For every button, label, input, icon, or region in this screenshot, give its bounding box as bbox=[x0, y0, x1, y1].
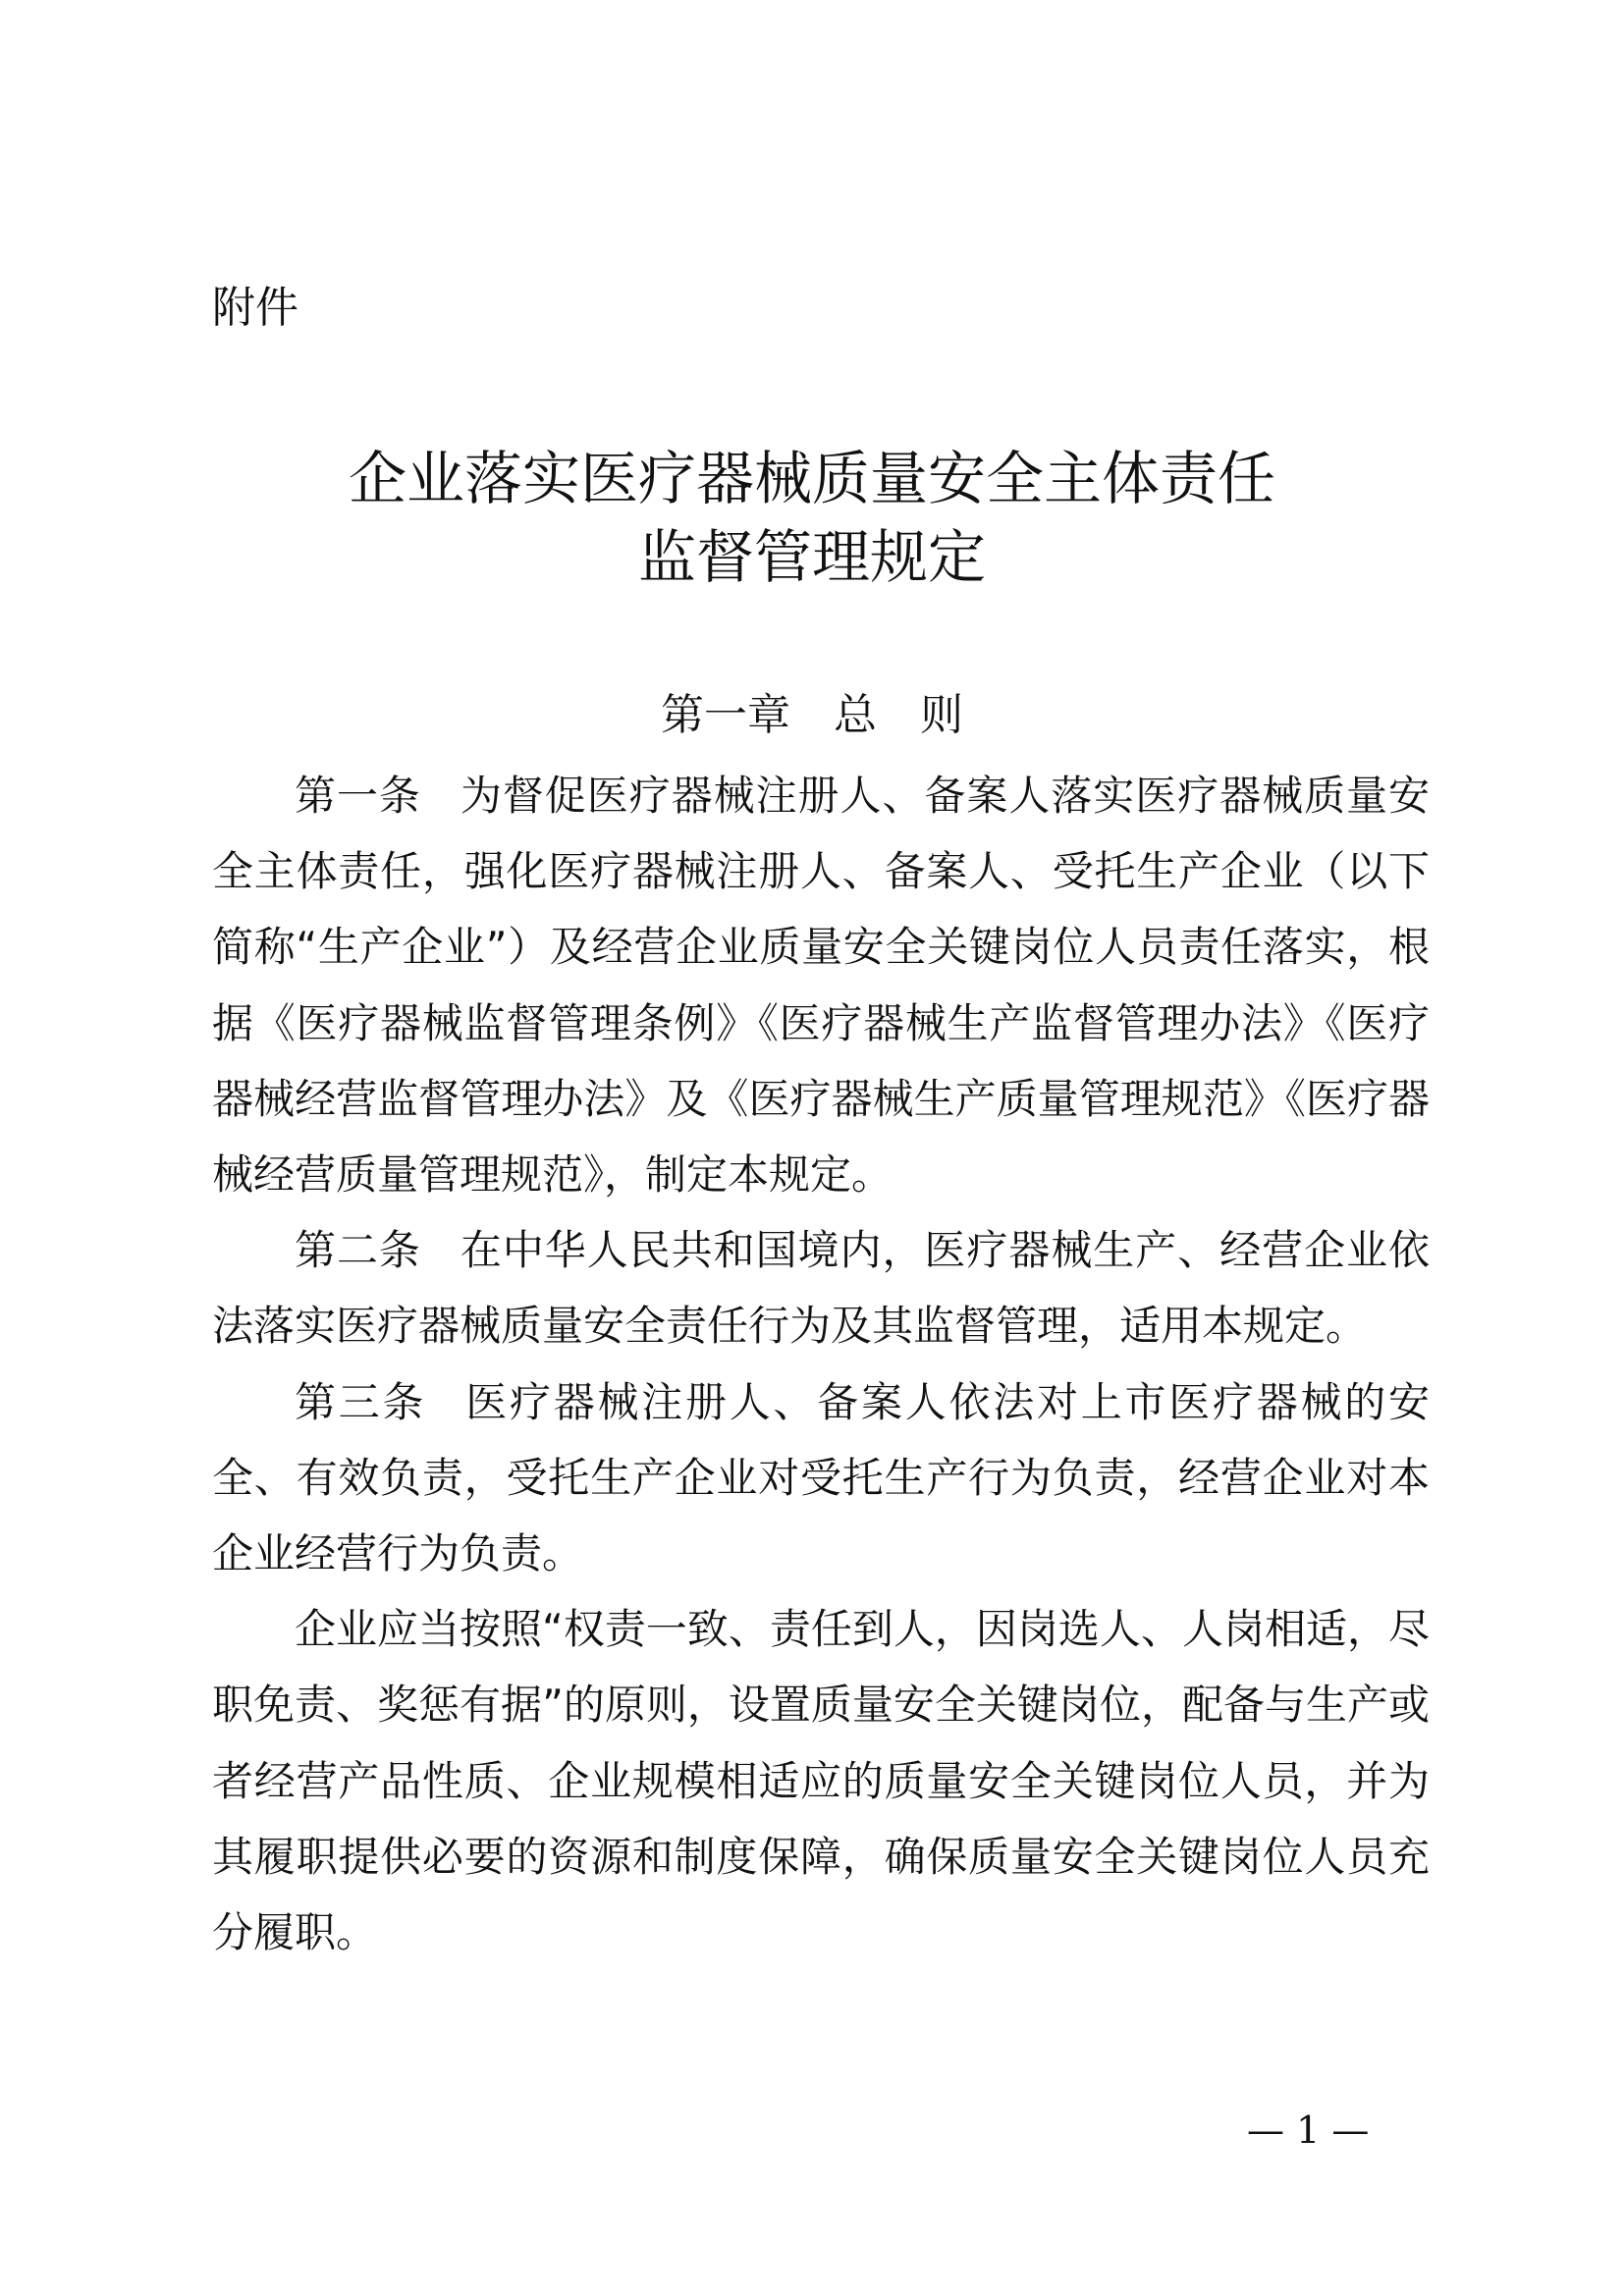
document-body bbox=[212, 758, 1430, 1970]
attachment-label: 附件 bbox=[212, 283, 298, 333]
article-3-continuation-text: 企业应当按照“权责一致、责任到人，因岗选人、人岗相适，尽职免责、奖惩有据”的原则，设置质量安全关键岗位，配备与生产或者经营产品性质、企业规模相适应的质量安全关键岗位人员，并为其履职提供必要的资源和制度保障，确保质量安全关键岗位人员充分履职。 bbox=[212, 1605, 1430, 1957]
article-1-number: 第一条 bbox=[295, 772, 421, 820]
article-3-number: 第三条 bbox=[295, 1377, 427, 1426]
article-3-paragraph bbox=[212, 1364, 1430, 1592]
article-2-paragraph bbox=[212, 1212, 1430, 1363]
document-title-line-1: 企业落实医疗器械质量安全主体责任 bbox=[348, 445, 1275, 512]
article-3-continuation-paragraph bbox=[212, 1591, 1430, 1970]
document-title-line-2: 监督管理规定 bbox=[637, 523, 986, 591]
article-1-text: 为督促医疗器械注册人、备案人落实医疗器械质量安全主体责任，强化医疗器械注册人、备案人、受托生产企业（以下简称“生产企业”）及经营企业质量安全关键岗位人员责任落实，根据《医疗器械监督管理条例》《医疗器械生产监督管理办法》《医疗器械经营监督管理办法》及《医疗器械生产质量管理规范》《医疗器械经营质量管理规范》，制定本规定。 bbox=[212, 772, 1430, 1200]
article-3-text: 医疗器械注册人、备案人依法对上市医疗器械的安全、有效负责，受托生产企业对受托生产行为负责，经营企业对本企业经营行为负责。 bbox=[212, 1377, 1430, 1578]
article-2-text: 在中华人民共和国境内，医疗器械生产、经营企业依法落实医疗器械质量安全责任行为及其监督管理，适用本规定。 bbox=[212, 1226, 1430, 1351]
page-number: — 1 — bbox=[1247, 2109, 1370, 2152]
chapter-heading: 第一章 总 则 bbox=[661, 690, 963, 740]
article-2-number: 第二条 bbox=[295, 1226, 421, 1275]
article-1-paragraph bbox=[212, 758, 1430, 1212]
document-title bbox=[0, 440, 1624, 597]
